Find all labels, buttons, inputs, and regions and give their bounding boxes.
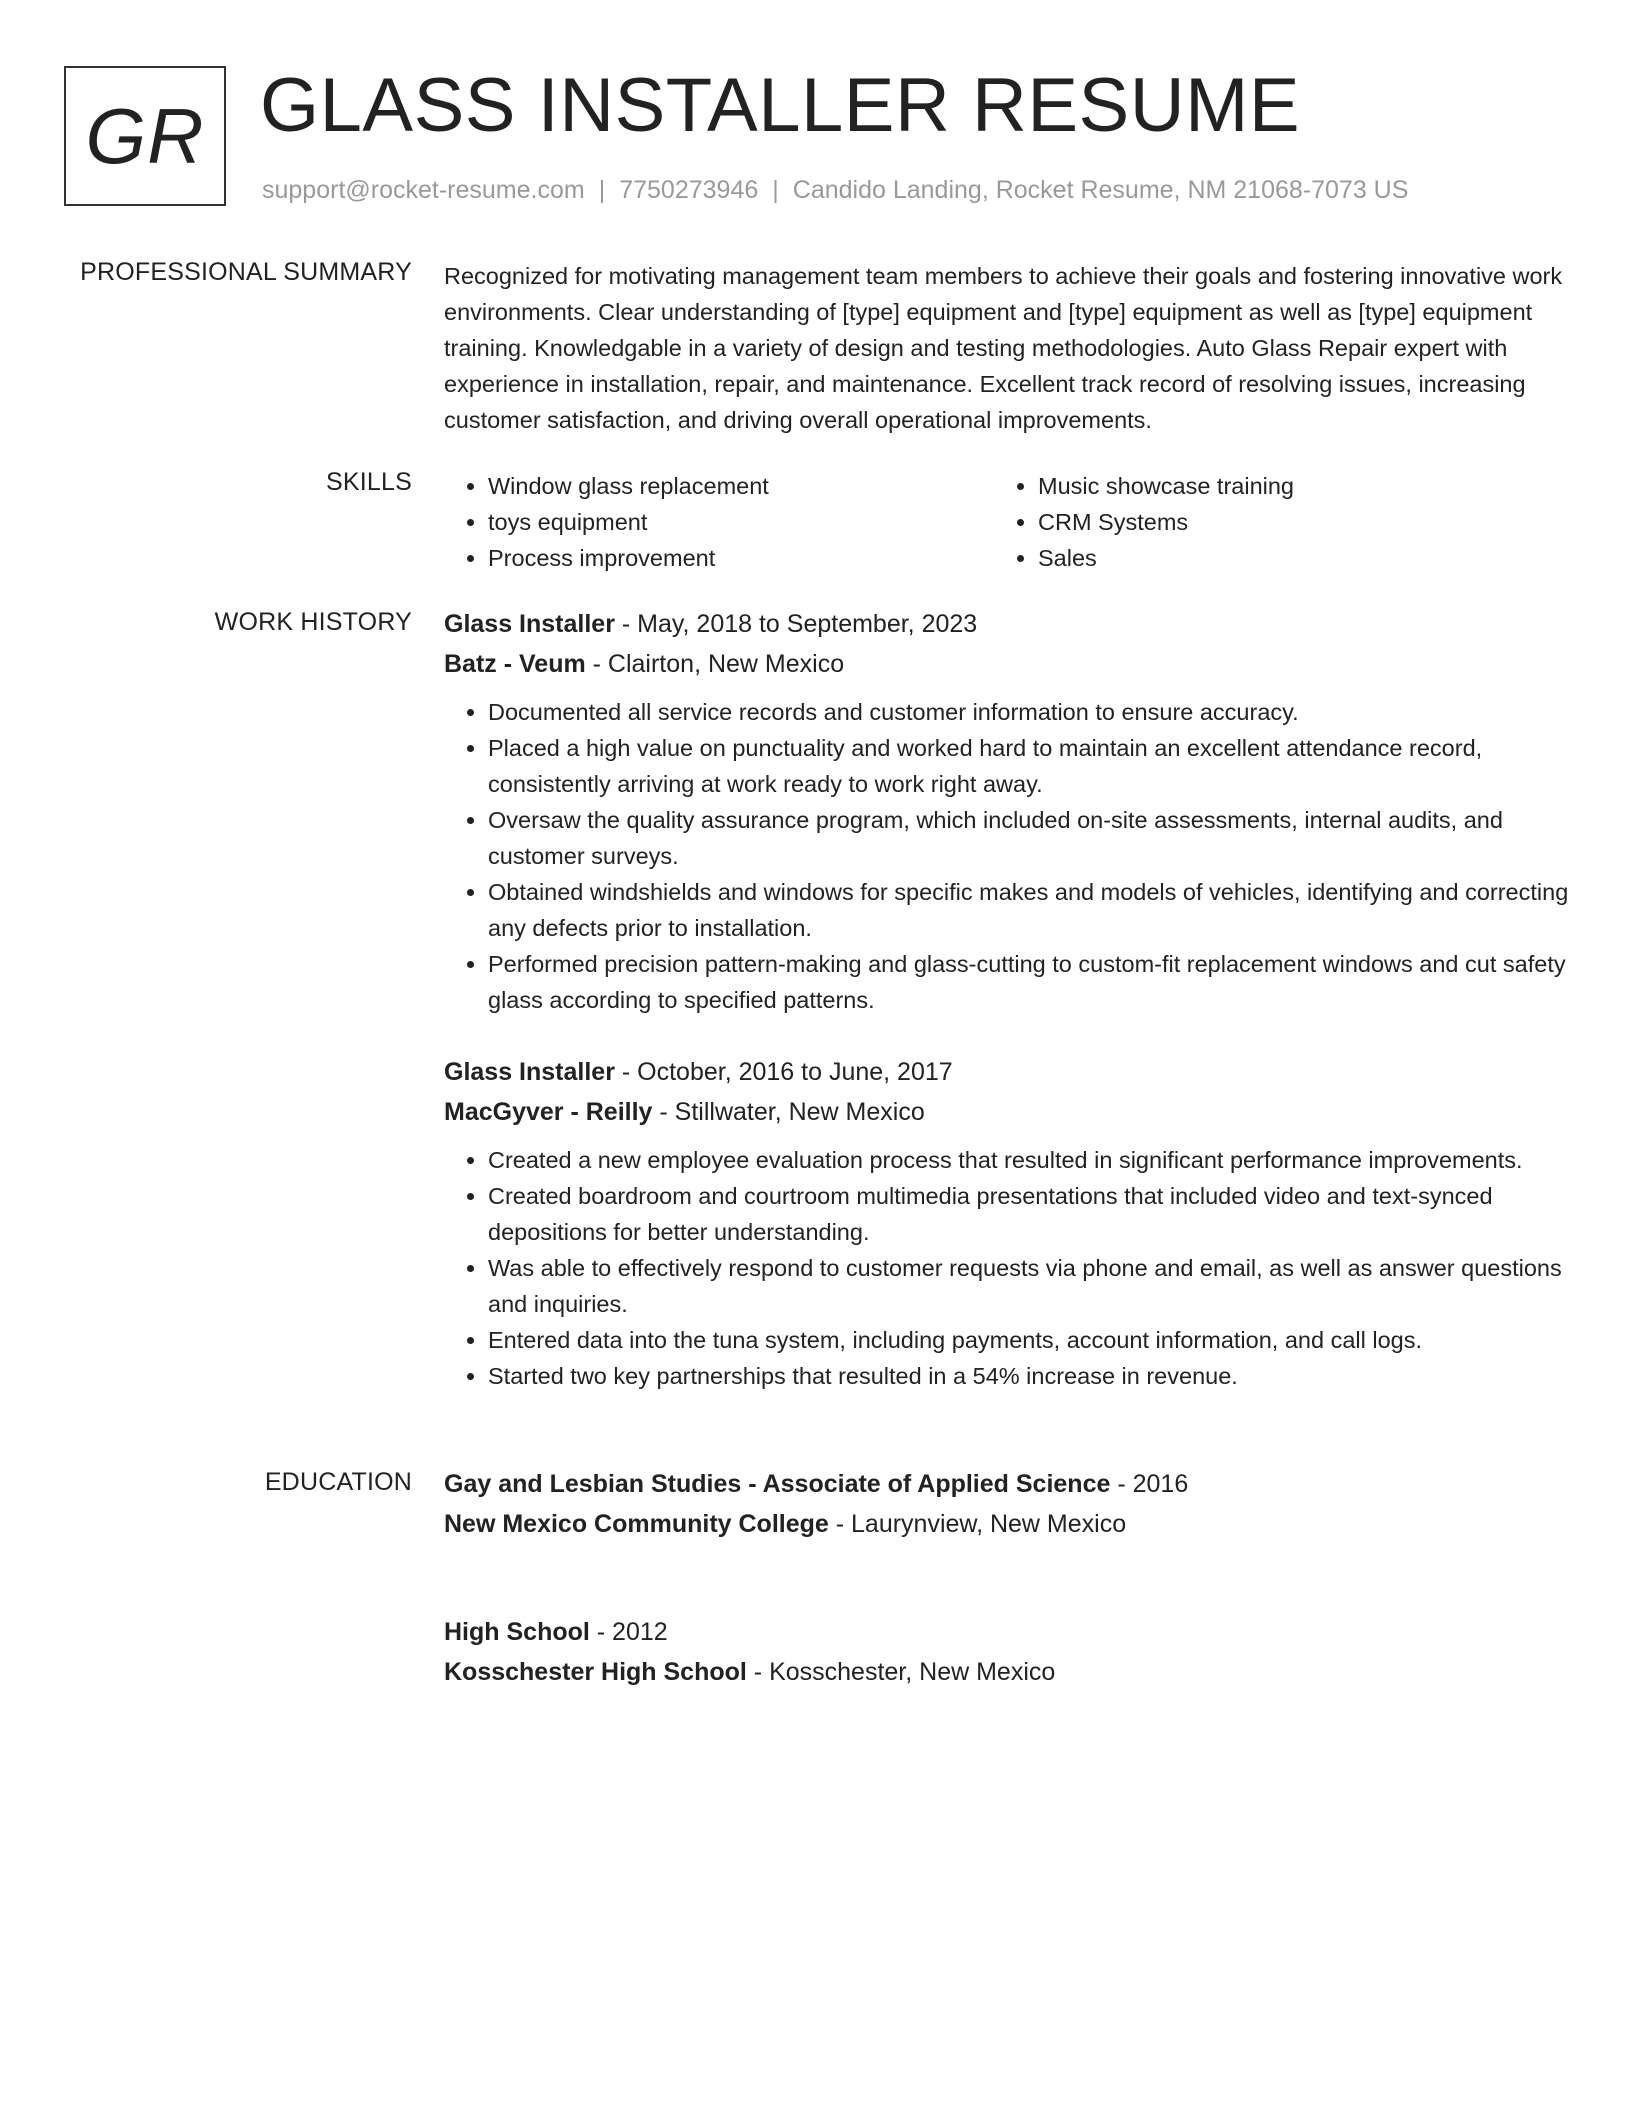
skills-list-right xyxy=(994,468,1544,576)
job-bullet: • Placed a high value on punctuality and worked hard to maintain an excellent attendance record, consistently arriving at work ready to work right away. xyxy=(488,730,1574,802)
job-bullet: • Oversaw the quality assurance program, which included on-site assessments, internal audits, and customer surveys. xyxy=(488,802,1574,874)
skill-item: • Process improvement xyxy=(488,540,994,576)
contact-line xyxy=(262,174,1408,207)
job-title-line xyxy=(444,1052,1574,1092)
education-degree: High School xyxy=(444,1618,590,1646)
skills-column-left xyxy=(444,468,994,576)
skills-grid xyxy=(444,468,1544,576)
job-company-line xyxy=(444,1092,1574,1132)
job-title: Glass Installer xyxy=(444,610,615,638)
job-bullet: • Started two key partnerships that resulted in a 54% increase in revenue. xyxy=(488,1358,1574,1394)
contact-separator: | xyxy=(598,176,606,204)
education-entry-1 xyxy=(444,1464,1574,1544)
education-school: New Mexico Community College xyxy=(444,1510,829,1538)
education-degree-line xyxy=(444,1464,1574,1504)
job-dates: - May, 2018 to September, 2023 xyxy=(614,610,978,638)
education-year: - 2012 xyxy=(589,1618,668,1646)
job-company-line xyxy=(444,644,1574,684)
education-degree: Gay and Lesbian Studies - Associate of Applied Science xyxy=(444,1470,1111,1498)
skill-item: • Sales xyxy=(1038,540,1544,576)
skills-list-left xyxy=(444,468,994,576)
job-bullet: • Was able to effectively respond to customer requests via phone and email, as well as answer questions and inquiries. xyxy=(488,1250,1574,1322)
section-label-work: WORK HISTORY xyxy=(214,608,412,636)
job-bullet: • Performed precision pattern-making and glass-cutting to custom-fit replacement windows and cut safety glass according to specified patterns. xyxy=(488,946,1574,1018)
job-bullets xyxy=(444,694,1574,1018)
job-company: MacGyver - Reilly xyxy=(444,1098,653,1126)
contact-separator: | xyxy=(772,176,779,204)
job-entry-2 xyxy=(444,1052,1574,1394)
job-title: Glass Installer xyxy=(444,1058,615,1086)
education-location: - Kosschester, New Mexico xyxy=(746,1658,1056,1686)
contact-address: Candido Landing, Rocket Resume, NM 21068-7073 US xyxy=(792,176,1409,204)
education-location: - Laurynview, New Mexico xyxy=(828,1510,1127,1538)
skill-item: • CRM Systems xyxy=(1038,504,1544,540)
section-label-summary: PROFESSIONAL SUMMARY xyxy=(80,258,412,286)
education-year: - 2016 xyxy=(1110,1470,1189,1498)
contact-email[interactable]: support@rocket-resume.com xyxy=(262,176,585,204)
skill-item: • Music showcase training xyxy=(1038,468,1544,504)
section-label-skills: SKILLS xyxy=(326,468,412,496)
skills-column-right xyxy=(994,468,1544,576)
education-school-line xyxy=(444,1652,1574,1692)
monogram-badge: GR xyxy=(64,66,226,206)
contact-phone[interactable]: 7750273946 xyxy=(619,176,759,204)
job-bullet: • Documented all service records and customer information to ensure accuracy. xyxy=(488,694,1574,730)
skill-item: • Window glass replacement xyxy=(488,468,994,504)
resume-header xyxy=(64,63,1564,211)
education-school-line xyxy=(444,1504,1574,1544)
education-entry-2 xyxy=(444,1612,1574,1692)
education-school: Kosschester High School xyxy=(444,1658,747,1686)
job-bullet: • Obtained windshields and windows for specific makes and models of vehicles, identifying and correcting any defects prior to installation. xyxy=(488,874,1574,946)
job-dates: - October, 2016 to June, 2017 xyxy=(614,1058,953,1086)
job-bullet: • Created boardroom and courtroom multimedia presentations that included video and text-synced depositions for better understanding. xyxy=(488,1178,1574,1250)
education-degree-line xyxy=(444,1612,1574,1652)
job-location: - Clairton, New Mexico xyxy=(585,650,845,678)
summary-text: Recognized for motivating management team members to achieve their goals and fostering innovative work environments. Clear understanding of [type] equipment and [type] equipment as well as [type] equipment training. Knowledgable in a variety of design and testing methodologies. Auto Glass Repair expert with experience in installation, repair, and maintenance. Excellent track record of resolving issues, increasing customer satisfaction, and driving overall operational improvements. xyxy=(444,263,1563,433)
job-bullet: • Entered data into the tuna system, including payments, account information, and call logs. xyxy=(488,1322,1574,1358)
job-title-line xyxy=(444,604,1574,644)
page-title: GLASS INSTALLER RESUME xyxy=(260,63,1301,148)
job-bullets xyxy=(444,1142,1574,1394)
skills-body xyxy=(444,468,1574,576)
section-label-education: EDUCATION xyxy=(264,1468,412,1496)
skill-item: • toys equipment xyxy=(488,504,994,540)
job-entry-1 xyxy=(444,604,1574,1018)
job-company: Batz - Veum xyxy=(444,650,586,678)
summary-body xyxy=(444,258,1574,438)
job-bullet: • Created a new employee evaluation process that resulted in significant performance improvements. xyxy=(488,1142,1574,1178)
job-location: - Stillwater, New Mexico xyxy=(652,1098,925,1126)
